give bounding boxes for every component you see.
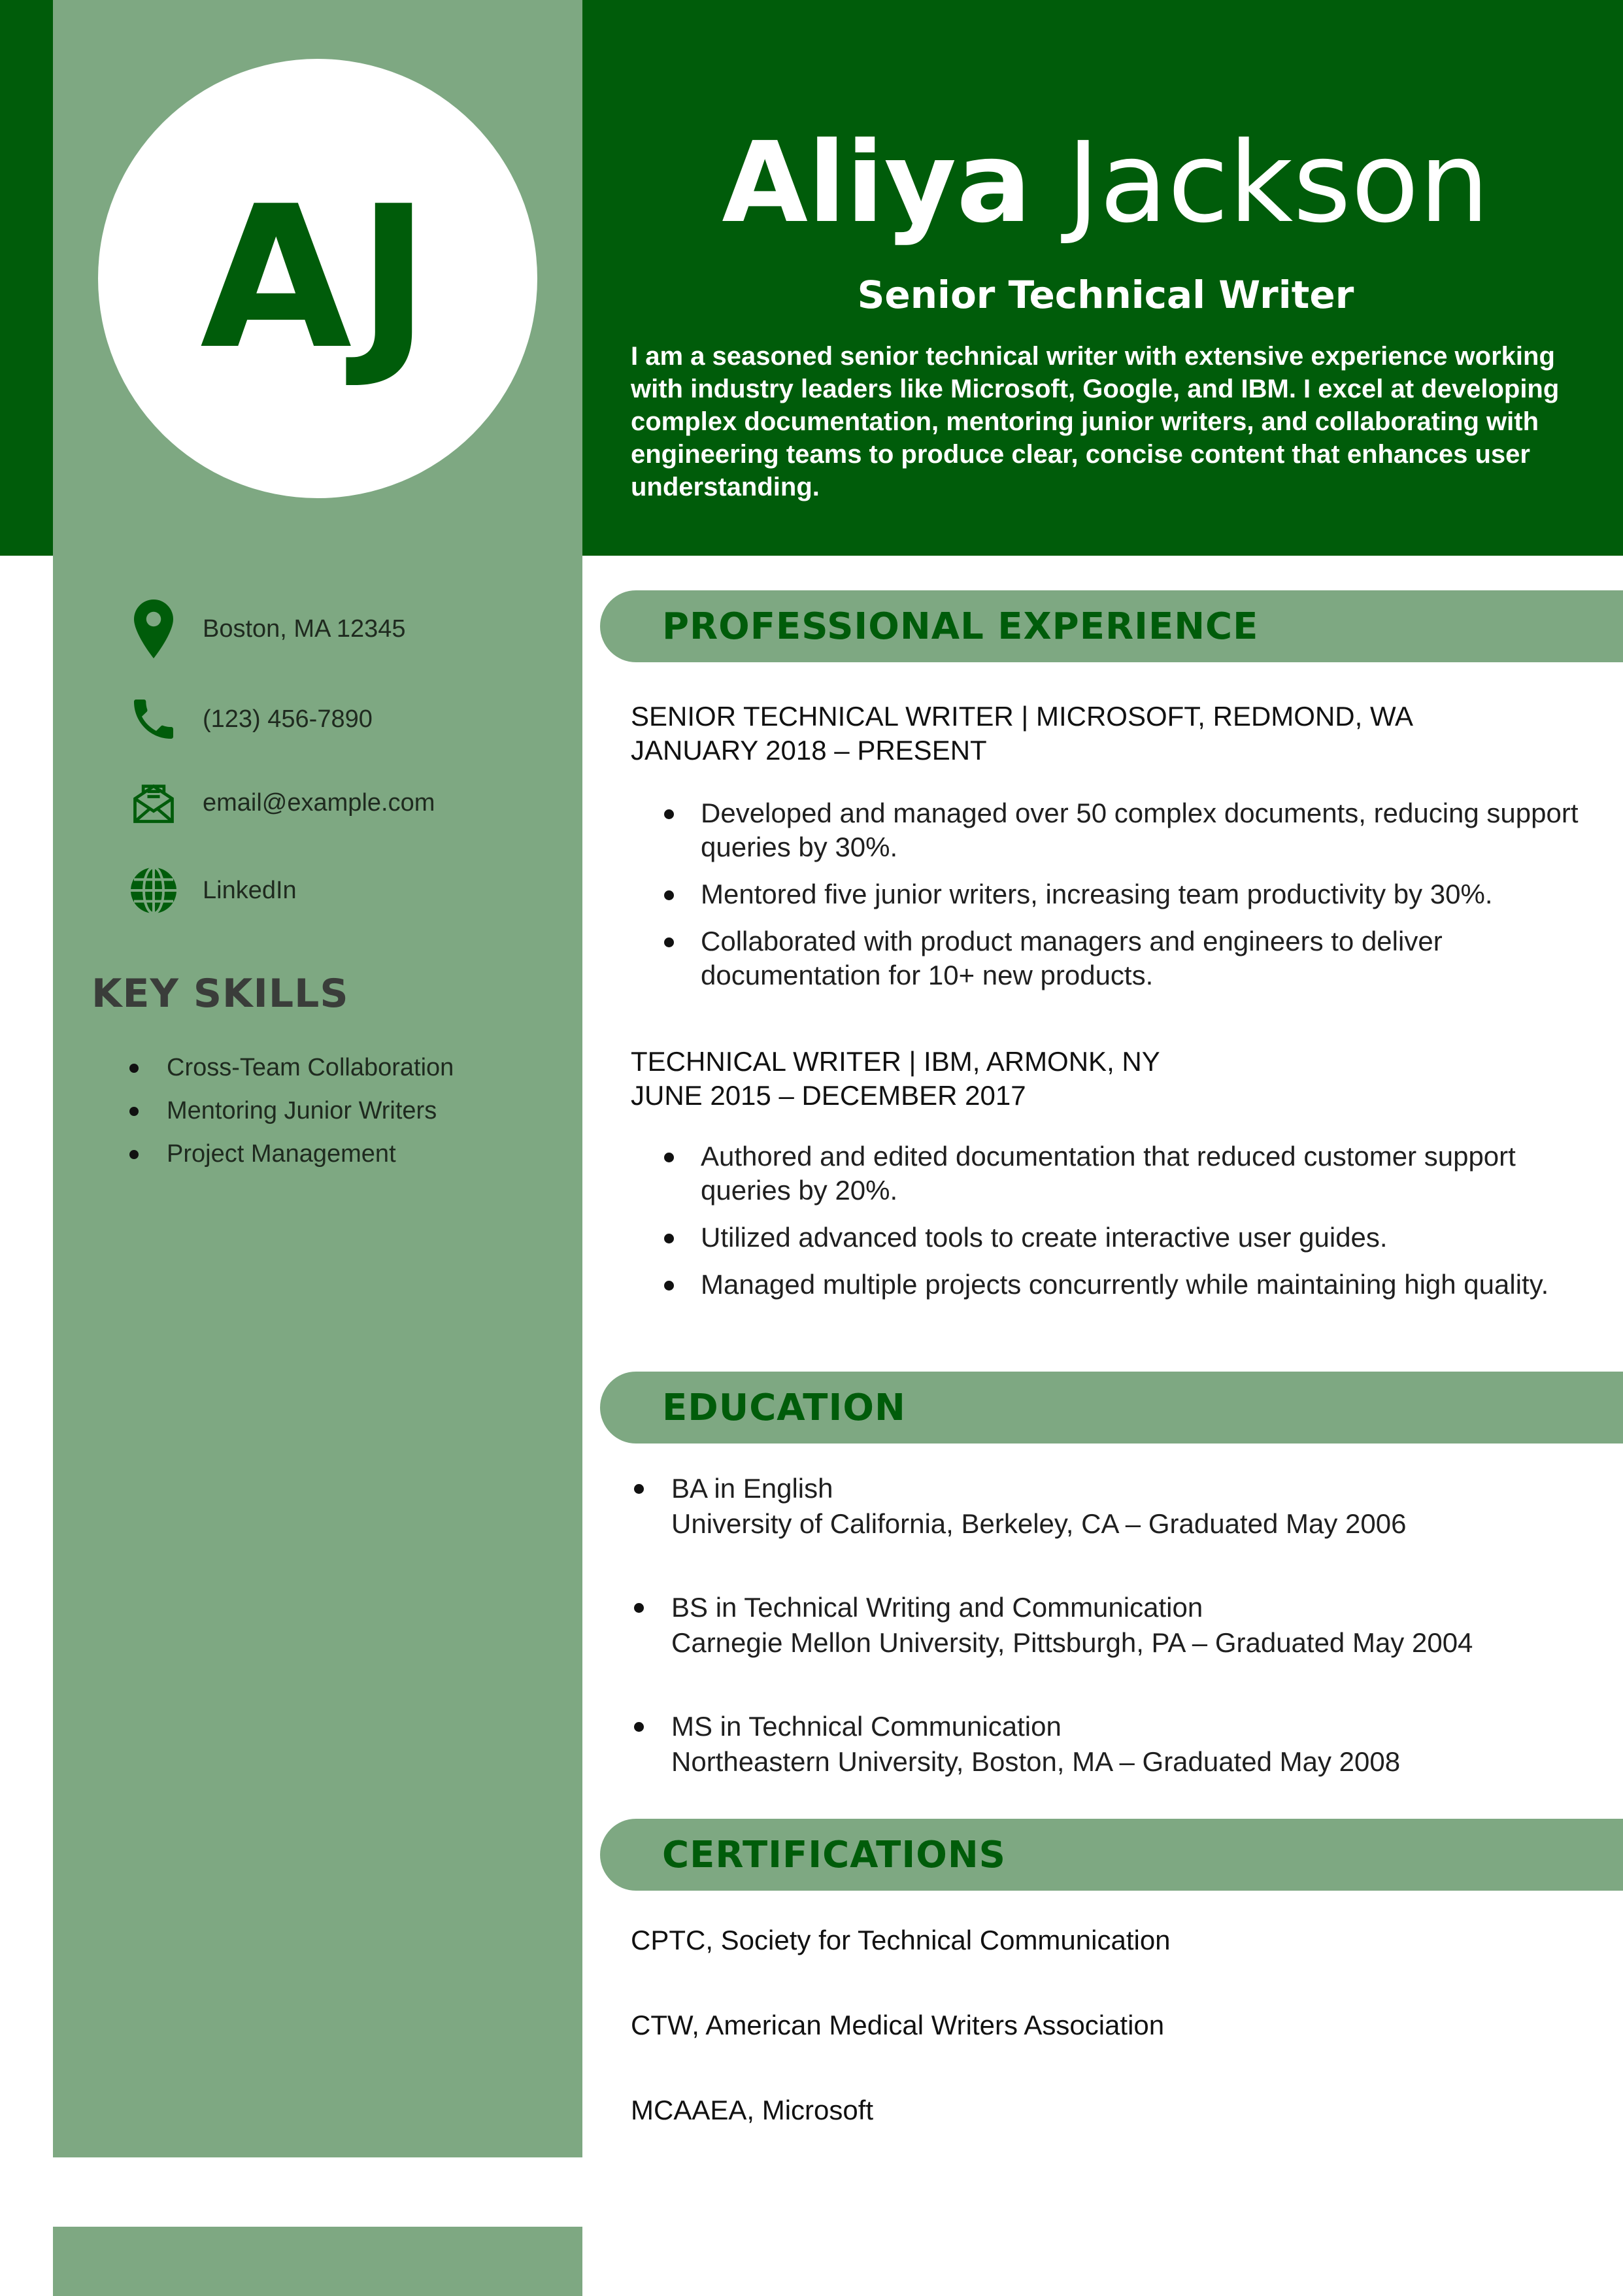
contact-linkedin — [124, 858, 297, 923]
globe-icon — [124, 861, 183, 920]
contact-phone — [124, 686, 373, 752]
contact-email — [124, 770, 435, 836]
school: Carnegie Mellon University, Pittsburgh, PA – Graduated May 2004 — [671, 1627, 1473, 1658]
education-heading: EDUCATION — [662, 1386, 906, 1429]
job-bullet: Collaborated with product managers and engineers to deliver documentation for 10+ new products. — [660, 924, 1601, 992]
certification-item: MCAAEA, Microsoft — [631, 2095, 874, 2125]
job-bullet: Authored and edited documentation that reduced customer support queries by 20%. — [660, 1140, 1601, 1207]
certification-item: CPTC, Society for Technical Communication — [631, 1925, 1171, 1955]
linkedin-link[interactable]: LinkedIn — [203, 876, 297, 904]
contact-location — [124, 596, 406, 662]
job-bullet: Managed multiple projects concurrently while maintaining high quality. — [660, 1268, 1601, 1302]
location-pin-icon — [124, 599, 183, 658]
education-list — [631, 1471, 1598, 1828]
job-role: TECHNICAL WRITER | IBM, ARMONK, NY — [631, 1046, 1160, 1077]
job-bullet: Mentored five junior writers, increasing team productivity by 30%. — [660, 877, 1601, 911]
job-role: SENIOR TECHNICAL WRITER | MICROSOFT, REDMOND, WA — [631, 701, 1414, 732]
experience-section-bar — [600, 590, 1623, 662]
envelope-icon — [124, 773, 183, 832]
certifications-section-bar — [600, 1819, 1623, 1891]
job-bullet: Developed and managed over 50 complex documents, reducing support queries by 30%. — [660, 796, 1601, 864]
sidebar-footer-band — [53, 2227, 582, 2296]
degree: BA in English — [671, 1473, 833, 1504]
job-title: Senior Technical Writer — [857, 273, 1354, 317]
job-bullets — [660, 796, 1601, 1005]
phone-text: (123) 456-7890 — [203, 705, 373, 733]
skills-list — [124, 1046, 454, 1175]
education-item — [631, 1471, 1598, 1542]
profile-summary: I am a seasoned senior technical writer with extensive experience working with industry leaders like Microsoft, Google, and IBM. I excel at developing complex documentation, mentoring junior writers, and collaborating with engineering teams to produce clear, concise content that enhances user understanding. — [631, 342, 1560, 501]
job-header — [631, 1045, 1160, 1113]
degree: MS in Technical Communication — [671, 1711, 1062, 1742]
certification-item: CTW, American Medical Writers Association — [631, 2010, 1165, 2040]
education-section-bar — [600, 1372, 1623, 1443]
certifications-heading: CERTIFICATIONS — [662, 1833, 1007, 1876]
phone-icon — [124, 690, 183, 749]
skill-item: Project Management — [124, 1132, 454, 1175]
education-item — [631, 1590, 1598, 1661]
skill-item: Mentoring Junior Writers — [124, 1089, 454, 1132]
candidate-name — [588, 118, 1623, 248]
sidebar-gap — [53, 2157, 582, 2227]
first-name: Aliya — [722, 118, 1032, 248]
monogram-circle — [98, 59, 537, 498]
job-bullets — [660, 1140, 1601, 1315]
school: University of California, Berkeley, CA – Graduated May 2006 — [671, 1508, 1407, 1539]
job-dates: JANUARY 2018 – PRESENT — [631, 735, 987, 766]
job-header — [631, 700, 1413, 768]
skills-heading: KEY SKILLS — [92, 971, 349, 1017]
location-text: Boston, MA 12345 — [203, 615, 406, 643]
job-bullet: Utilized advanced tools to create interactive user guides. — [660, 1221, 1601, 1255]
skill-item: Cross-Team Collaboration — [124, 1046, 454, 1089]
degree: BS in Technical Writing and Communication — [671, 1592, 1203, 1623]
job-dates: JUNE 2015 – DECEMBER 2017 — [631, 1080, 1026, 1111]
school: Northeastern University, Boston, MA – Graduated May 2008 — [671, 1746, 1401, 1777]
last-name: Jackson — [1067, 118, 1490, 248]
experience-heading: PROFESSIONAL EXPERIENCE — [662, 605, 1259, 648]
email-text[interactable]: email@example.com — [203, 788, 435, 817]
education-item — [631, 1709, 1598, 1780]
monogram: AJ — [200, 164, 435, 392]
